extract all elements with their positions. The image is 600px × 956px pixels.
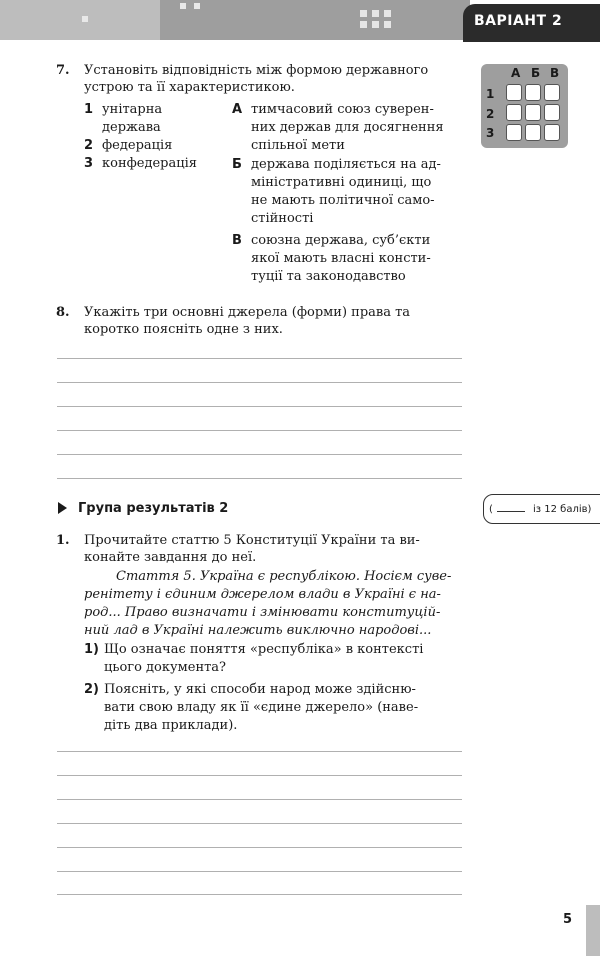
answer-grid-row-label: 1 (486, 87, 495, 101)
q7-right-item: стійності (251, 211, 314, 226)
answer-cell[interactable] (544, 124, 560, 141)
answer-cell[interactable] (525, 84, 541, 101)
score-blank[interactable] (497, 511, 525, 512)
answer-line[interactable] (57, 894, 462, 895)
answer-grid-column-label: В (550, 66, 560, 80)
q1-quote-line: ренітету і єдиним джерелом влади в Україні є на- (84, 587, 441, 602)
q7-left-num: 1 (84, 102, 94, 117)
section-arrow-icon (58, 502, 67, 514)
q7-left-num: 3 (84, 156, 94, 171)
answer-line[interactable] (57, 454, 462, 455)
answer-cell[interactable] (506, 84, 522, 101)
q8-number: 8. (56, 305, 70, 320)
q7-left-item: федерація (102, 138, 173, 153)
header-decor-square (180, 3, 186, 9)
answer-line[interactable] (57, 847, 462, 848)
answer-line[interactable] (57, 775, 462, 776)
q7-number: 7. (56, 63, 70, 78)
q7-right-item: тимчасовий союз суверен- (251, 102, 434, 117)
q7-left-item: унітарна (102, 102, 163, 117)
q7-right-letter: В (232, 233, 242, 248)
q1-sub-line: цього документа? (104, 660, 227, 675)
answer-cell[interactable] (544, 104, 560, 121)
q1-sub-number: 2) (84, 682, 99, 697)
header-decor-square (194, 3, 200, 9)
q1-sub-number: 1) (84, 642, 99, 657)
q7-right-item: туції та законодавство (251, 269, 406, 284)
q8-prompt-line: коротко поясніть одне з них. (84, 322, 283, 337)
q7-right-item: спільної мети (251, 138, 345, 153)
q7-right-item: союзна держава, суб’єкти (251, 233, 431, 248)
group-title: Група результатів 2 (78, 501, 229, 516)
q7-left-item: держава (102, 120, 161, 135)
q7-right-letter: А (232, 102, 243, 117)
answer-cell[interactable] (506, 104, 522, 121)
answer-line[interactable] (57, 358, 462, 359)
answer-line[interactable] (57, 382, 462, 383)
answer-line[interactable] (57, 478, 462, 479)
q1-sub-line: Поясніть, у які способи народ може здійсню- (104, 682, 416, 697)
q1-prompt-line: Прочитайте статтю 5 Конституції України та ви- (84, 533, 420, 548)
answer-grid-column-label: А (511, 66, 521, 80)
q7-right-item: міністративні одиниці, що (251, 175, 432, 190)
answer-grid-row-label: 2 (486, 107, 495, 121)
q1-quote-line: род... Право визначати і змінювати конституцій- (84, 605, 441, 620)
q8-prompt-line: Укажіть три основні джерела (форми) права та (84, 305, 411, 320)
q1-sub-line: Що означає поняття «республіка» в контексті (104, 642, 424, 657)
q1-quote-line: Стаття 5. Україна є республікою. Носієм суве- (116, 569, 452, 584)
answer-cell[interactable] (525, 104, 541, 121)
q7-left-num: 2 (84, 138, 94, 153)
q1-sub-line: діть два приклади). (104, 718, 238, 733)
answer-cell[interactable] (525, 124, 541, 141)
q1-sub-line: вати свою владу як її «єдине джерело» (наве- (104, 700, 419, 715)
variant-label: ВАРІАНТ 2 (474, 13, 563, 29)
q7-left-item: конфедерація (102, 156, 197, 171)
q7-prompt-line: Установіть відповідність між формою державного (84, 63, 429, 78)
header-decor-square (82, 16, 88, 22)
answer-line[interactable] (57, 751, 462, 752)
answer-line[interactable] (57, 406, 462, 407)
q1-number: 1. (56, 533, 70, 548)
q7-prompt-line: устрою та її характеристикою. (84, 80, 295, 95)
answer-cell[interactable] (544, 84, 560, 101)
q7-right-item: держава поділяється на ад- (251, 157, 441, 172)
score-text: із 12 балів) (533, 504, 592, 515)
answer-grid-row-label: 3 (486, 126, 495, 140)
q1-prompt-line: конайте завдання до неї. (84, 550, 257, 565)
header-band (0, 0, 600, 44)
answer-line[interactable] (57, 823, 462, 824)
score-open-paren: ( (489, 504, 493, 515)
page-number: 5 (563, 912, 573, 927)
answer-line[interactable] (57, 799, 462, 800)
q1-quote-line: ний лад в Україні належить виключно народові... (84, 623, 432, 638)
answer-line[interactable] (57, 871, 462, 872)
q7-right-item: не мають політичної само- (251, 193, 435, 208)
q7-right-letter: Б (232, 157, 242, 172)
q7-right-item: них держав для досягнення (251, 120, 444, 135)
answer-grid-column-label: Б (531, 66, 541, 80)
q7-right-item: якої мають власні консти- (251, 251, 431, 266)
page-edge-tab (586, 905, 600, 956)
answer-cell[interactable] (506, 124, 522, 141)
header-light-strip (0, 0, 160, 40)
answer-line[interactable] (57, 430, 462, 431)
